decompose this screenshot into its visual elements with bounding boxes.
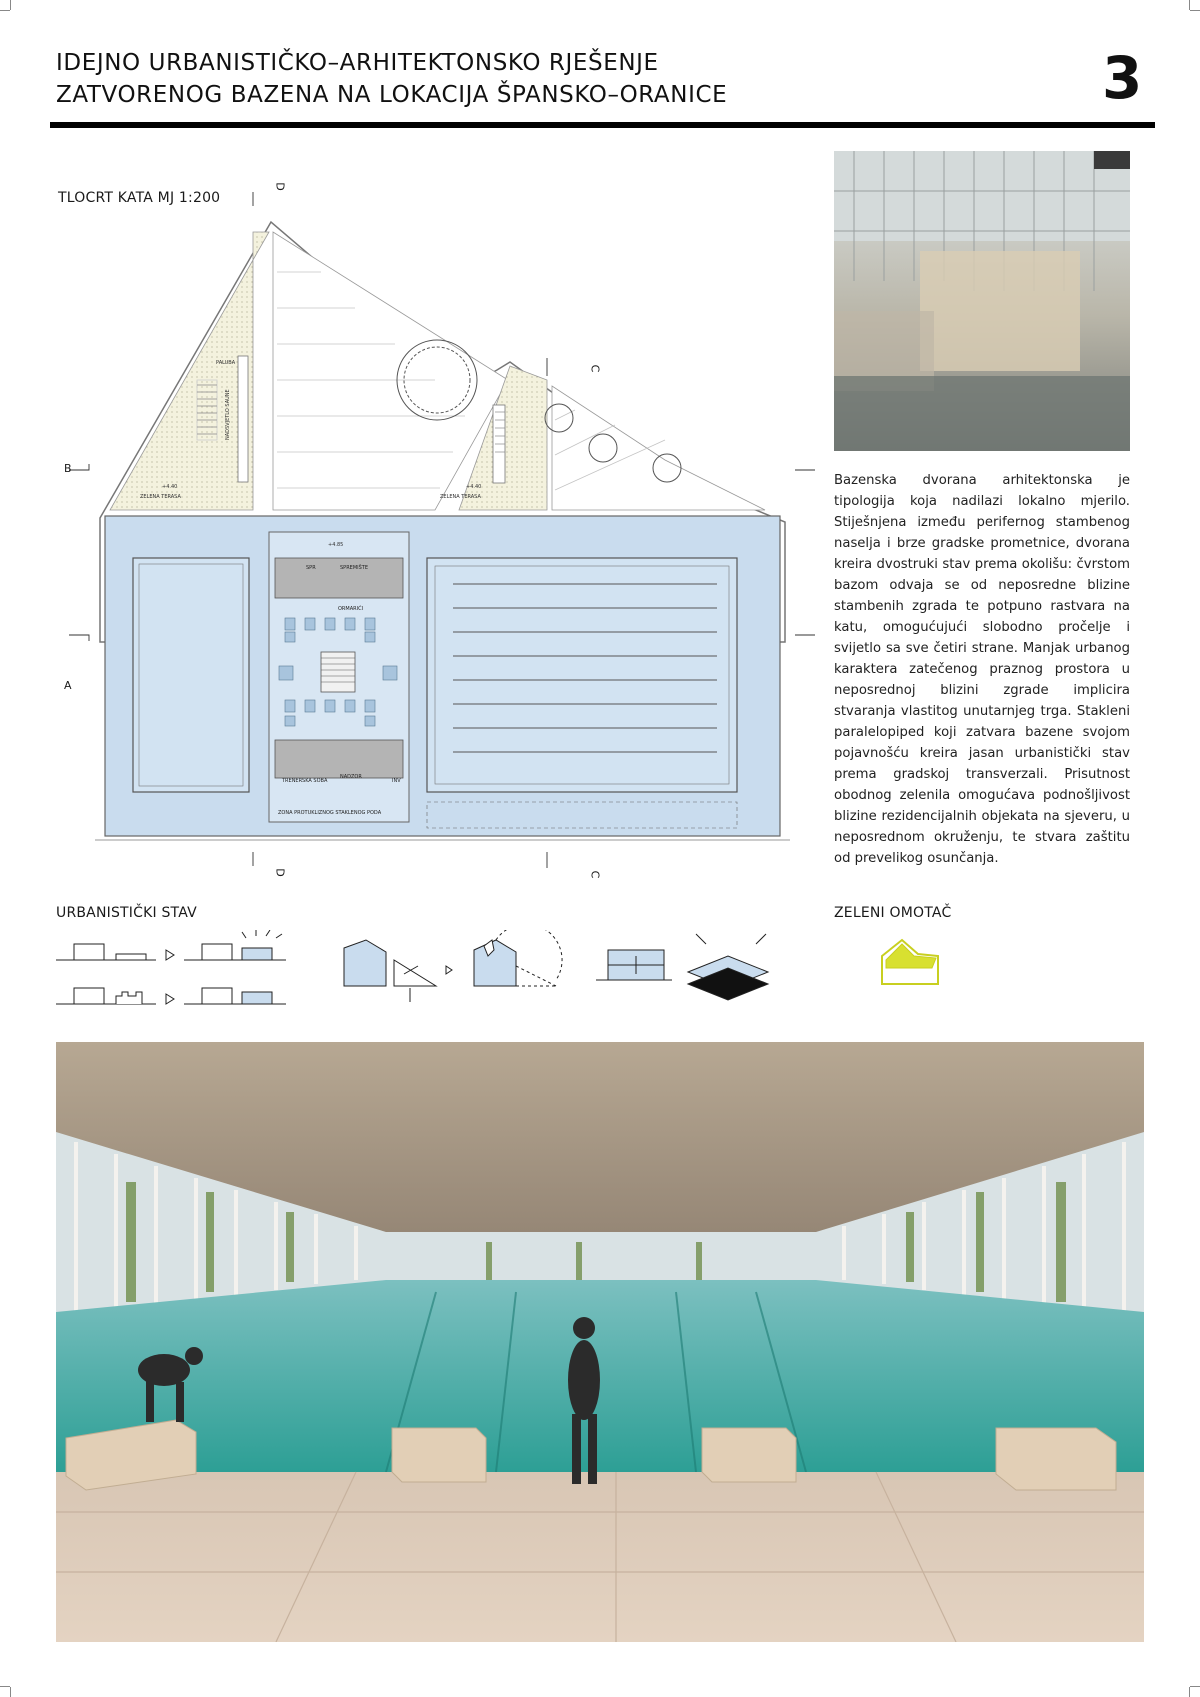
large-pool xyxy=(427,558,737,792)
crop-mark xyxy=(10,0,11,10)
label-elevation-core: +4.85 xyxy=(328,542,344,548)
section-marker-d-bottom: D xyxy=(273,868,287,877)
crop-mark xyxy=(1190,1686,1200,1687)
green-envelope-label: ZELENI OMOTAČ xyxy=(834,905,952,921)
urban-stance-label: URBANISTIČKI STAV xyxy=(56,905,197,921)
crop-mark xyxy=(0,10,10,11)
crop-mark xyxy=(1189,0,1190,10)
description-text: Bazenska dvorana arhitektonska je tipologija koja nadilazi lokalno mjerilo. Stiješnjena između perifernog stambenog naselja i brze gradske prometnice, dvorana kreira dvostruki stav prema okolišu: čvrstom bazom odvaja se od neposredne blizine stambenih zgrada te potpuno rastvara na katu, omogućujući slobodno pročelje i svijetlo sa sve četiri strane. Manjak urbanog karaktera zatečenog praznog prostora u neposrednoj blizini zgrade implicira stvaranja vlastitog unutarnjeg trga. Stakleni paralelopiped koji zatvara bazene svojom pojavnošću kreira jasan urbanistički stav prema gradskoj transverzali. Prisutnost obodnog zelenila omogućava podnošljivost blizine rezidencijalnih objekata na sjeveru, u neposrednom okruženju, te stvara zaštitu od prevelikog osunčanja. xyxy=(834,473,1130,866)
section-marker-c-top: C xyxy=(588,364,602,373)
label-spr: SPR xyxy=(306,565,316,571)
small-pool xyxy=(133,558,249,792)
title-line-2: ZATVORENOG BAZENA NA LOKACIJA ŠPANSKO–ORANICE xyxy=(56,82,728,108)
crop-mark xyxy=(1190,10,1200,11)
crop-mark xyxy=(10,1687,11,1697)
label-spremiste: SPREMIŠTE xyxy=(340,565,368,571)
label-green-terrace-right: ZELENA TERASA xyxy=(440,494,481,500)
section-marker-d-top: D xyxy=(273,182,287,191)
header-rule xyxy=(50,122,1155,128)
section-marker-b: B xyxy=(64,462,72,475)
plan-label: TLOCRT KATA MJ 1:200 xyxy=(58,190,221,206)
floor-plan xyxy=(55,180,815,880)
crop-mark xyxy=(1189,1687,1190,1697)
deck-right xyxy=(552,386,765,510)
label-ramp: NADSVJETLO SAUNE xyxy=(225,389,231,440)
label-elevation-right: +4.40 xyxy=(466,484,482,490)
interior-render xyxy=(834,151,1130,451)
label-nadzor: NADZOR xyxy=(340,774,362,780)
label-ormarici: ORMARIĆI xyxy=(338,606,364,612)
label-inv: INV xyxy=(392,778,401,784)
label-elevation-left: +4.40 xyxy=(162,484,178,490)
label-trener: TRENERSKA SOBA xyxy=(282,778,328,784)
page-number: 3 xyxy=(1102,44,1143,112)
label-green-terrace-left: ZELENA TERASA xyxy=(140,494,181,500)
label-zona: ZONA PROTUKLIZNOG STAKLENOG PODA xyxy=(278,810,382,816)
section-marker-c-bottom: C xyxy=(588,870,602,879)
title-line-1: IDEJNO URBANISTIČKO–ARHITEKTONSKO RJEŠENJE xyxy=(56,50,659,76)
section-marker-a: A xyxy=(64,679,72,692)
label-paluba: PALUBA xyxy=(216,360,236,366)
concept-diagrams xyxy=(56,930,1146,1010)
crop-mark xyxy=(0,1686,10,1687)
pool-render xyxy=(56,1042,1144,1642)
